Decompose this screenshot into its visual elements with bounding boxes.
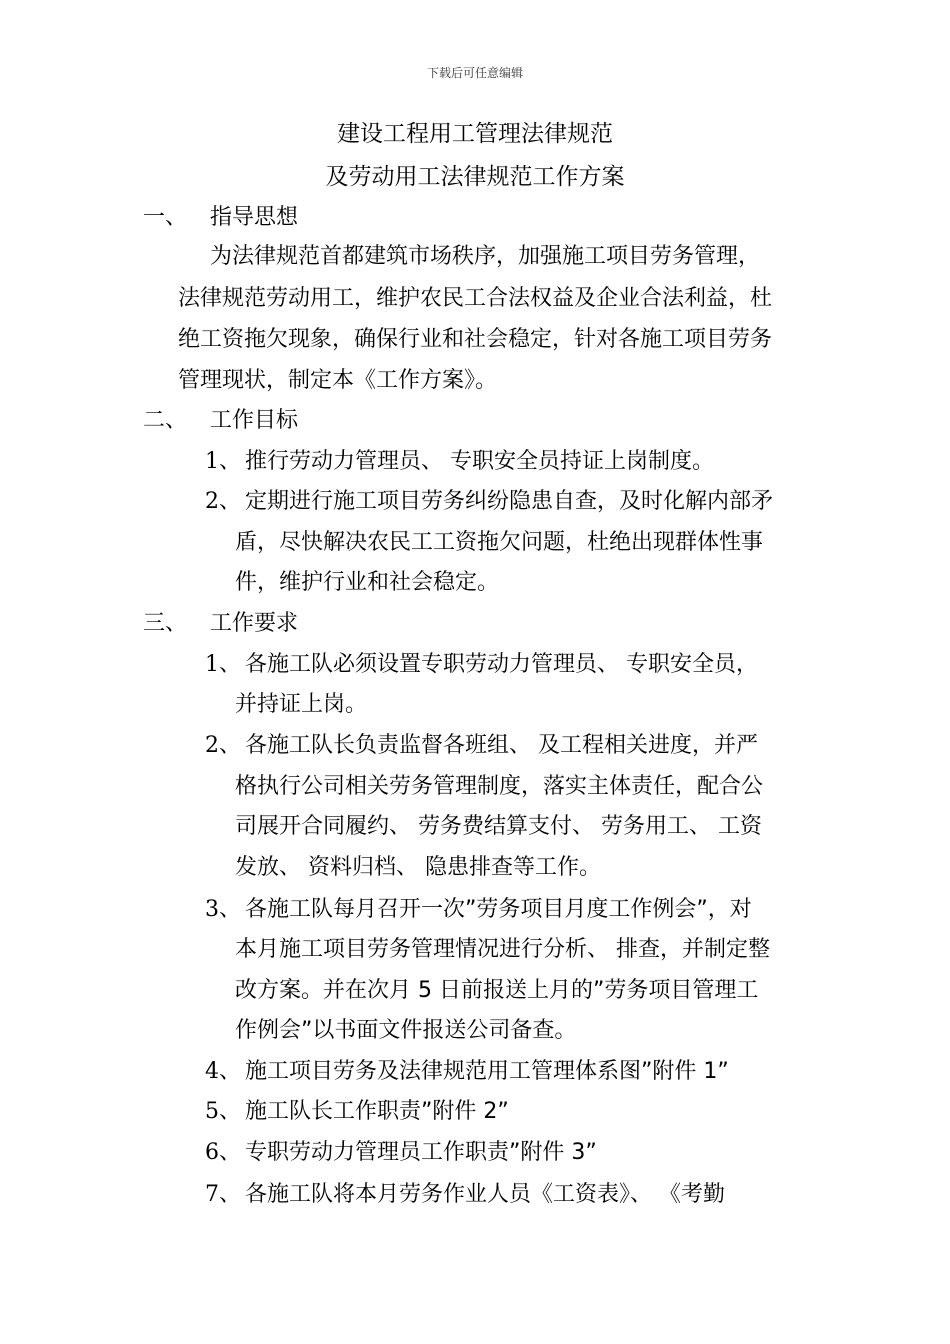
list-item-text: 改方案。并在次月 5 日前报送上月的”劳务项目管理工 — [235, 978, 759, 1003]
list-item-number: 3、 — [205, 897, 241, 922]
list-item-number: 2、 — [205, 733, 241, 758]
title-line-1: 建设工程用工管理法律规范 — [337, 121, 613, 147]
list-item-number: 7、 — [205, 1182, 241, 1207]
list-item-text: 推行劳动力管理员、 专职安全员持证上岗制度。 — [245, 449, 714, 474]
list-item-number: 2、 — [205, 489, 241, 514]
title-line-2: 及劳动用工法律规范工作方案 — [325, 164, 625, 190]
list-item-text: 作例会”以书面文件报送公司备查。 — [235, 1018, 577, 1043]
section-1-heading: 指导思想 — [210, 205, 299, 230]
list-item-text: 格执行公司相关劳务管理制度，落实主体责任，配合公 — [235, 774, 764, 799]
list-item-text: 各施工队将本月劳务作业人员《工资表》、 《考勤 — [245, 1182, 725, 1207]
list-item-text: 本月施工项目劳务管理情况进行分析、 排查，并制定整 — [235, 937, 770, 962]
section-3-heading: 工作要求 — [210, 611, 299, 636]
list-item-text: 各施工队长负责监督各班组、 及工程相关进度，并严 — [245, 733, 758, 758]
list-item-number: 5、 — [205, 1099, 241, 1124]
list-item-text: 各施工队每月召开一次”劳务项目月度工作例会”，对 — [245, 897, 752, 922]
section-1-number: 一、 — [143, 205, 188, 230]
section-2-number: 二、 — [143, 408, 188, 433]
list-item-text: 定期进行施工项目劳务纠纷隐患自查，及时化解内部矛 — [245, 489, 774, 514]
list-item-text: 件，维护行业和社会稳定。 — [235, 570, 500, 595]
list-item-text: 施工队长工作职责”附件 2” — [245, 1099, 509, 1124]
section-1-paragraph-line: 绝工资拖欠现象，确保行业和社会稳定，针对各施工项目劳务 — [178, 327, 773, 352]
section-3-number: 三、 — [143, 611, 188, 636]
list-item-text: 发放、 资料归档、 隐患排查等工作。 — [235, 855, 601, 880]
list-item-text: 专职劳动力管理员工作职责”附件 3” — [245, 1140, 597, 1165]
section-2-heading: 工作目标 — [210, 408, 299, 433]
list-item-text: 各施工队必须设置专职劳动力管理员、 专职安全员， — [245, 652, 758, 677]
list-item-text: 盾，尽快解决农民工工资拖欠问题，杜绝出现群体性事 — [235, 530, 764, 555]
section-1-paragraph-line: 管理现状，制定本《工作方案》。 — [178, 368, 498, 393]
list-item-number: 1、 — [205, 652, 241, 677]
list-item-number: 4、 — [205, 1059, 241, 1084]
page-header-note: 下载后可任意编辑 — [426, 66, 523, 80]
section-1-paragraph-line: 法律规范劳动用工，维护农民工合法权益及企业合法利益，杜 — [178, 286, 773, 311]
list-item-text: 施工项目劳务及法律规范用工管理体系图”附件 1” — [245, 1059, 729, 1084]
list-item-number: 6、 — [205, 1140, 241, 1165]
list-item-text: 司展开合同履约、 劳务费结算支付、 劳务用工、 工资 — [235, 814, 762, 839]
list-item-number: 1、 — [205, 449, 241, 474]
section-1-paragraph-line: 为法律规范首都建筑市场秩序，加强施工项目劳务管理， — [210, 244, 761, 269]
list-item-text: 并持证上岗。 — [235, 692, 368, 717]
